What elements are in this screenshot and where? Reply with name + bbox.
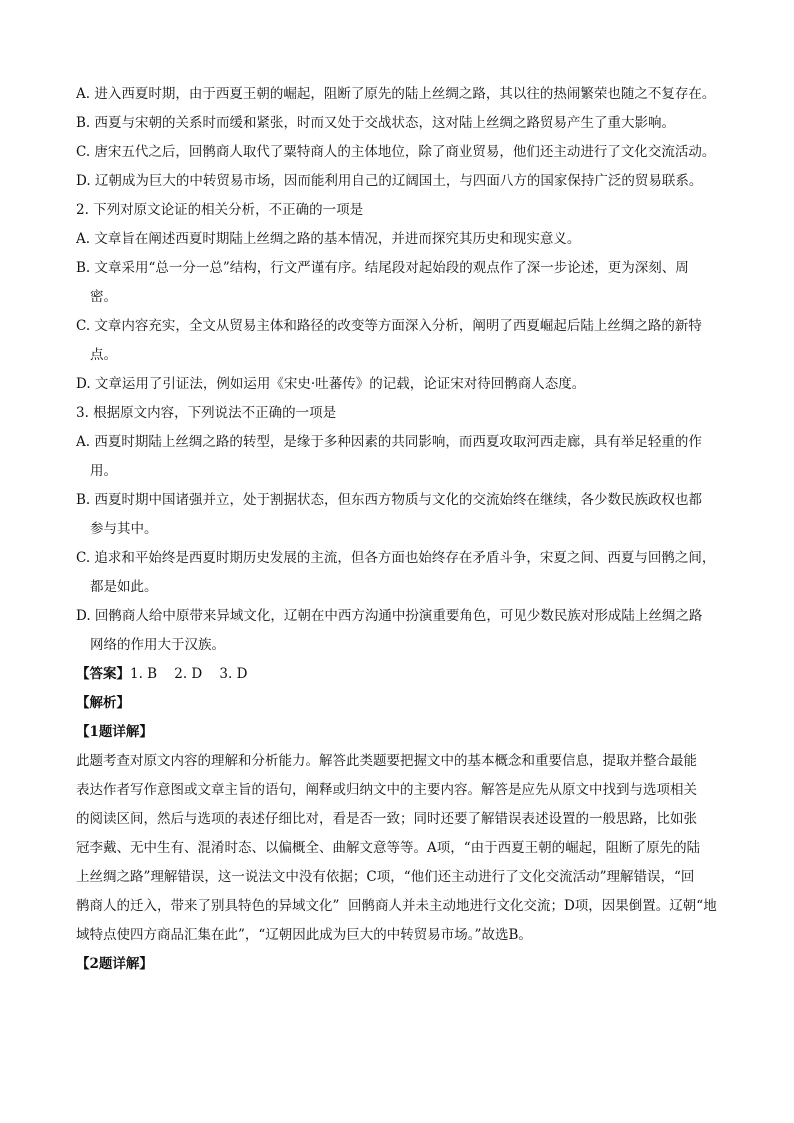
option-line: D. 辽朝成为巨大的中转贸易市场，因而能利用自己的辽阔国土，与四面八方的国家保持广泛的贸易联系。 bbox=[76, 173, 703, 189]
option-line: A. 进入西夏时期，由于西夏王朝的崛起，阻断了原先的陆上丝绸之路，其以往的热闹繁荣也随之不复存在。 bbox=[76, 86, 716, 102]
detail1-body bbox=[76, 747, 732, 950]
question-stem: 2. 下列对原文论证的相关分析，不正确的一项是 bbox=[76, 202, 364, 218]
option-line-continued: 都是如此。 bbox=[90, 579, 158, 595]
detail-line: 鹘商人的迁入，带来了别具特色的异域文化” 回鹘商人并未主动地进行文化交流；D项，因果倒置。辽朝“地 bbox=[76, 898, 717, 914]
option-line: C. 追求和平始终是西夏时期历史发展的主流，但各方面也始终存在矛盾斗争，宋夏之间、西夏与回鹘之间， bbox=[76, 550, 716, 566]
option-line-continued: 点。 bbox=[90, 347, 117, 363]
answer-label: 【答案】 bbox=[76, 666, 130, 682]
detail-line: 域特点使四方商品汇集在此”，“辽朝因此成为巨大的中转贸易市场。”故选B。 bbox=[76, 927, 532, 943]
option-line: B. 西夏时期中国诸强并立，处于割据状态，但东西方物质与文化的交流始终在继续，各少数民族政权也都 bbox=[76, 492, 703, 508]
option-line: A. 文章旨在阐述西夏时期陆上丝绸之路的基本情况，并进而探究其历史和现实意义。 bbox=[76, 231, 581, 247]
detail-line: 的阅读区间，然后与选项的表述仔细比对，看是否一致；同时还要了解错误表述设置的一般思路，比如张 bbox=[76, 811, 697, 827]
detail-line: 冠李戴、无中生有、混淆时态、以偏概全、曲解文意等等。A项，“由于西夏王朝的崛起，阻断了原先的陆 bbox=[76, 840, 701, 856]
answer-value: 1. B 2. D 3. D bbox=[130, 666, 248, 682]
question-2 bbox=[76, 196, 732, 399]
option-line-continued: 网络的作用大于汉族。 bbox=[90, 637, 225, 653]
option-line: B. 西夏与宋朝的关系时而缓和紧张，时而又处于交战状态，这对陆上丝绸之路贸易产生了重大影响。 bbox=[76, 115, 676, 131]
detail-line: 上丝绸之路”理解错误，这一说法文中没有依据；C项，“他们还主动进行了文化交流活动”理解错误，“回 bbox=[76, 869, 695, 885]
option-line: C. 文章内容充实，全文从贸易主体和路径的改变等方面深入分析，阐明了西夏崛起后陆上丝绸之路的新特 bbox=[76, 318, 702, 334]
options-q1 bbox=[76, 80, 732, 196]
option-line-continued: 密。 bbox=[90, 289, 117, 305]
option-line: A. 西夏时期陆上丝绸之路的转型，是缘于多种因素的共同影响，而西夏攻取河西走廊，具有举足轻重的作 bbox=[76, 434, 702, 450]
analysis-heading: 【解析】 bbox=[76, 695, 130, 711]
option-line: D. 文章运用了引证法，例如运用《宋史·吐蕃传》的记载，论证宋对待回鹘商人态度。 bbox=[76, 376, 586, 392]
detail-line: 此题考查对原文内容的理解和分析能力。解答此类题要把握文中的基本概念和重要信息，提取并整合最能 bbox=[76, 753, 697, 769]
question-3 bbox=[76, 399, 732, 660]
option-line: B. 文章采用“总一分一总”结构，行文严谨有序。结尾段对起始段的观点作了深一步论述，更为深刻、周 bbox=[76, 260, 689, 276]
option-line: D. 回鹘商人给中原带来异域文化，辽朝在中西方沟通中扮演重要角色，可见少数民族对形成陆上丝绸之路 bbox=[76, 608, 703, 624]
option-line-continued: 参与其中。 bbox=[90, 521, 158, 537]
answer-line bbox=[76, 660, 732, 689]
detail2-heading: 【2题详解】 bbox=[76, 956, 153, 972]
option-line: C. 唐宋五代之后，回鹘商人取代了粟特商人的主体地位，除了商业贸易，他们还主动进行了文化交流活动。 bbox=[76, 144, 716, 160]
question-stem: 3. 根据原文内容，下列说法不正确的一项是 bbox=[76, 405, 337, 421]
detail1-heading: 【1题详解】 bbox=[76, 724, 153, 740]
detail-line: 表达作者写作意图或文章主旨的语句，阐释或归纳文中的主要内容。解答是应先从原文中找到与选项相关 bbox=[76, 782, 697, 798]
option-line-continued: 用。 bbox=[90, 463, 117, 479]
